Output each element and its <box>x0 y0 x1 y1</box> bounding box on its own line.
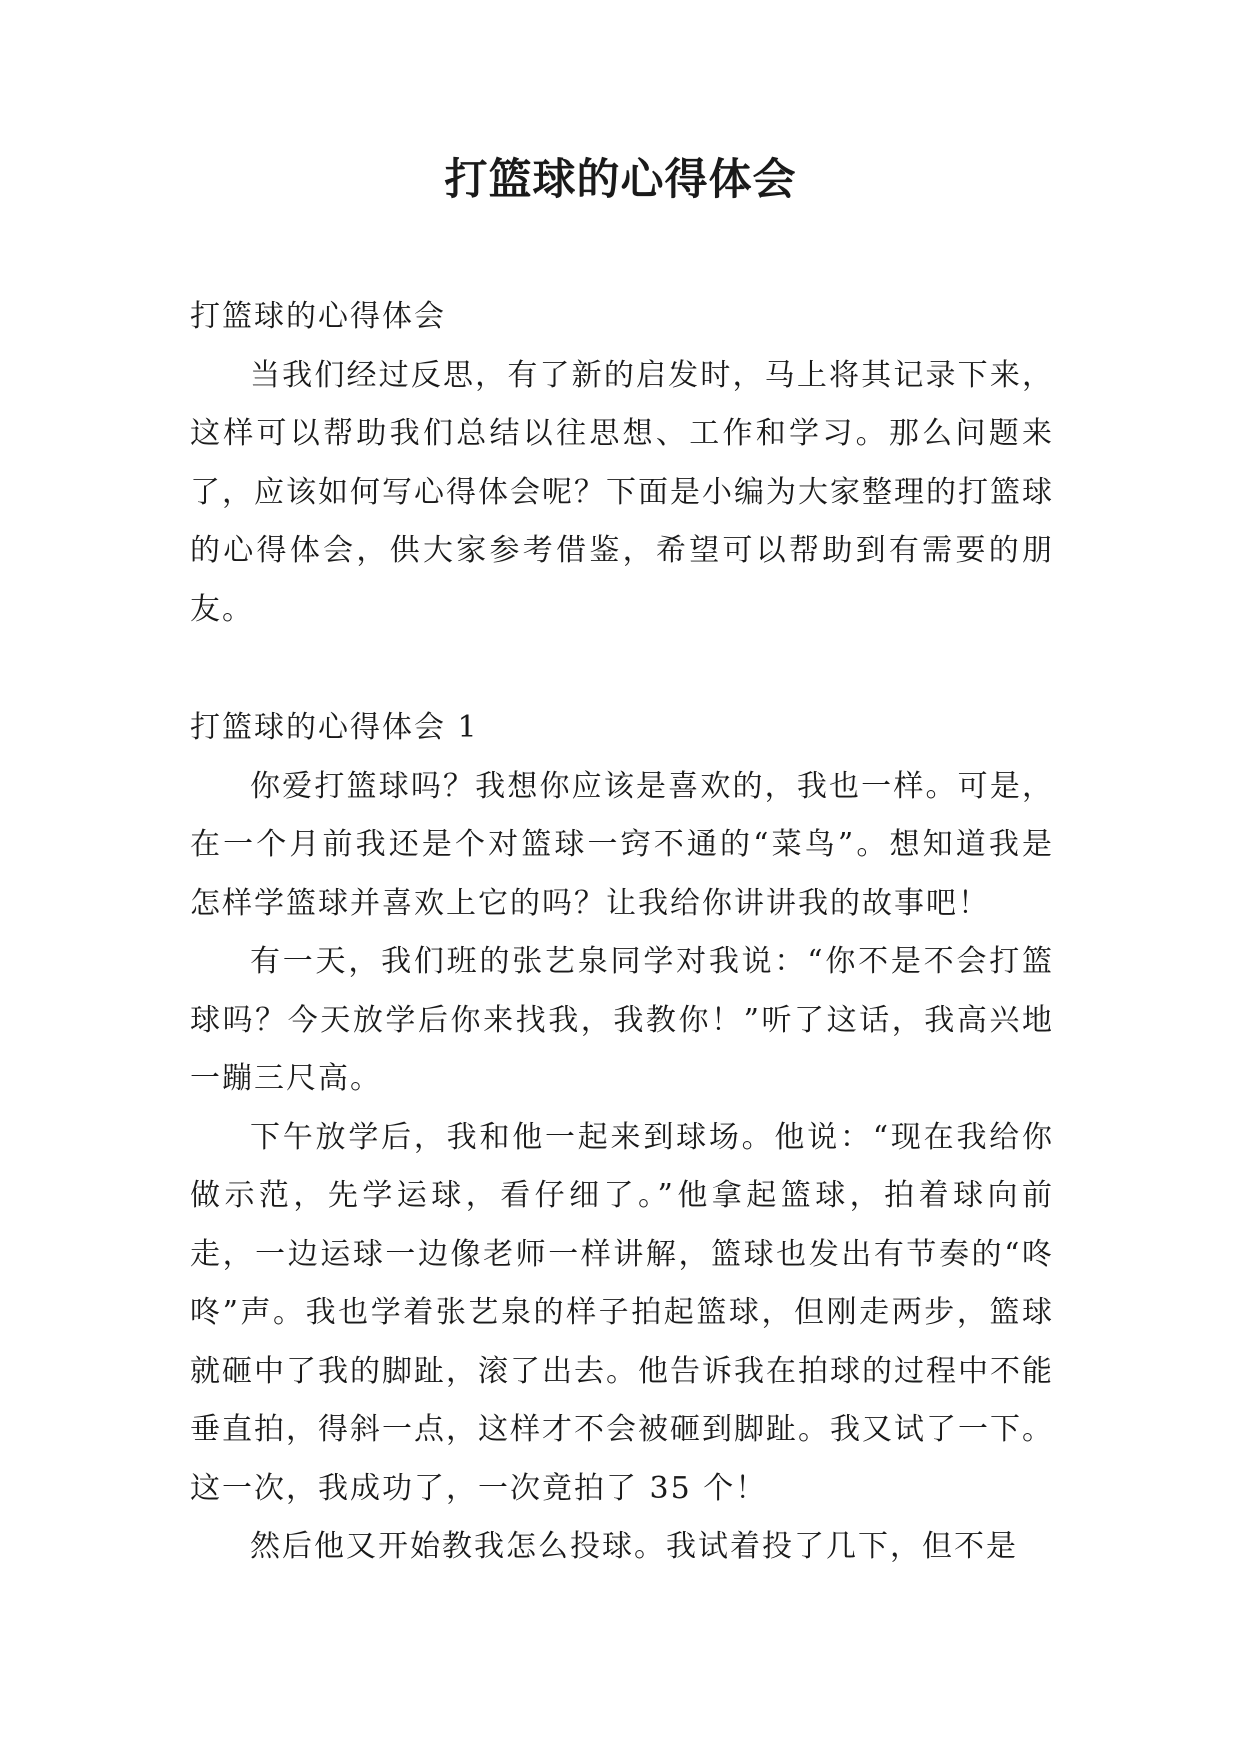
document-body <box>190 288 1054 1577</box>
section-1-paragraph-3: 下午放学后，我和他一起来到球场。他说：“现在我给你做示范，先学运球，看仔细了。”他拿起篮球，拍着球向前走，一边运球一边像老师一样讲解，篮球也发出有节奏的“咚咚”声。我也学着张艺泉的样子拍起篮球，但刚走两步，篮球就砸中了我的脚趾，滚了出去。他告诉我在拍球的过程中不能垂直拍，得斜一点，这样才不会被砸到脚趾。我又试了一下。这一次，我成功了，一次竟拍了 35 个！ <box>190 1119 1054 1506</box>
intro-paragraph: 当我们经过反思，有了新的启发时，马上将其记录下来，这样可以帮助我们总结以往思想、工作和学习。那么问题来了，应该如何写心得体会呢？下面是小编为大家整理的打篮球的心得体会，供大家参考借鉴，希望可以帮助到有需要的朋友。 <box>190 357 1054 627</box>
section-1-heading: 打篮球的心得体会 1 <box>190 710 479 745</box>
section-1-paragraph-2: 有一天，我们班的张艺泉同学对我说：“你不是不会打篮球吗？今天放学后你来找我，我教你！”听了这话，我高兴地一蹦三尺高。 <box>190 944 1054 1096</box>
section-1-paragraph-4: 然后他又开始教我怎么投球。我试着投了几下，但不是 <box>250 1529 1018 1564</box>
document-title: 打篮球的心得体会 <box>444 155 797 205</box>
section-1-paragraph-1: 你爱打篮球吗？我想你应该是喜欢的，我也一样。可是，在一个月前我还是个对篮球一窍不通的“菜鸟”。想知道我是怎样学篮球并喜欢上它的吗？让我给你讲讲我的故事吧！ <box>190 768 1054 921</box>
intro-heading: 打篮球的心得体会 <box>190 299 446 334</box>
